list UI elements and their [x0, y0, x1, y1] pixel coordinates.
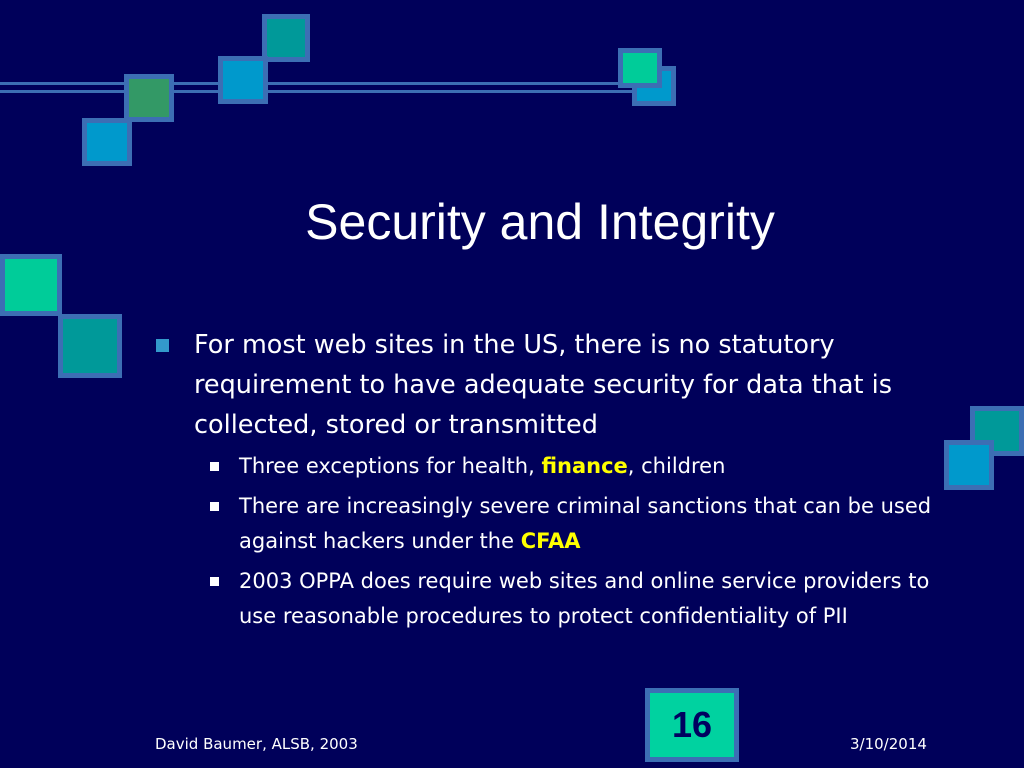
sub-bullet: [202, 489, 946, 559]
sub-bullet-text: , children: [627, 454, 726, 478]
decor-square: [618, 48, 662, 88]
sub-bullet: [202, 564, 946, 634]
decor-square: [944, 440, 994, 490]
decor-square: [82, 118, 132, 166]
footer-date: 3/10/2014: [850, 735, 927, 753]
decor-square: [58, 314, 122, 378]
square-bullet-icon: [210, 502, 219, 511]
square-bullet-icon: [156, 339, 169, 352]
page-number-badge: 16: [645, 688, 739, 762]
bullet-main: [156, 325, 946, 445]
decor-square: [0, 254, 62, 316]
decor-line-top: [0, 82, 670, 85]
decor-line-top-2: [0, 90, 670, 93]
slide-content: [156, 325, 946, 639]
bullet-main-text: For most web sites in the US, there is no statutory requirement to have adequate security for data that is collected, stored or transmitted: [194, 330, 892, 440]
sub-bullet-text: There are increasingly severe criminal sanctions that can be used against hackers under the: [239, 494, 932, 553]
highlight-cfaa: CFAA: [520, 529, 581, 553]
square-bullet-icon: [210, 462, 219, 471]
decor-square: [262, 14, 310, 62]
decor-square: [124, 74, 174, 122]
decor-square: [218, 56, 268, 104]
highlight-finance: finance: [541, 454, 628, 478]
square-bullet-icon: [210, 577, 219, 586]
slide-title: Security and Integrity: [305, 194, 775, 250]
sub-bullet: [202, 449, 946, 484]
sub-bullet-text: Three exceptions for health,: [239, 454, 542, 478]
footer-author: David Baumer, ALSB, 2003: [155, 735, 358, 753]
sub-bullet-text: 2003 OPPA does require web sites and online service providers to use reasonable procedures to protect confidentiality of PII: [239, 569, 930, 628]
